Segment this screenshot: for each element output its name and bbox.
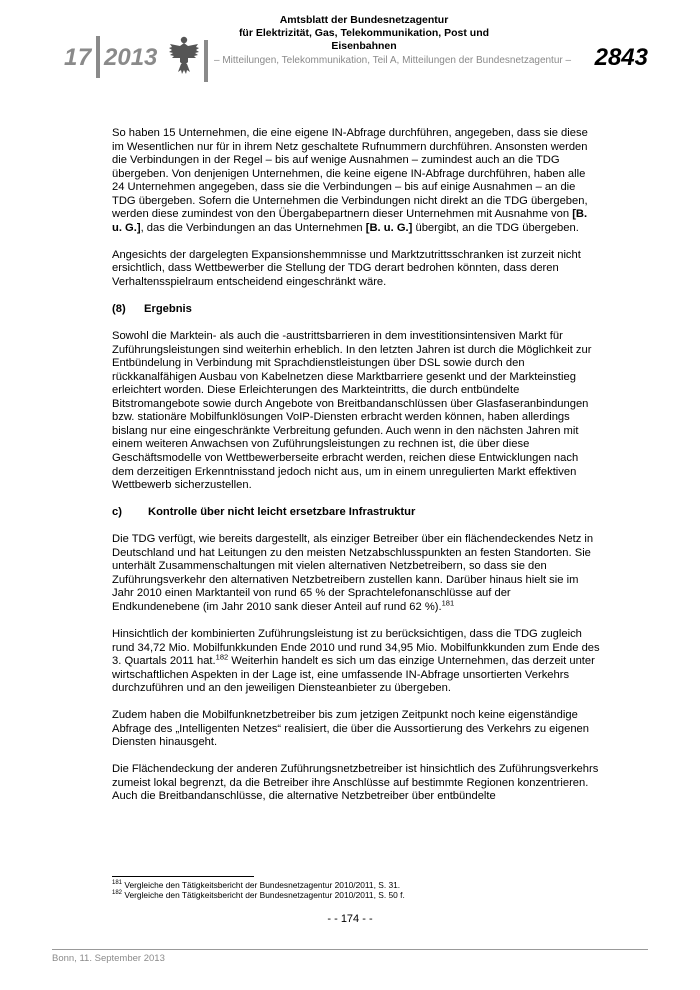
header-subtitle: – Mitteilungen, Telekommunikation, Teil A, Mitteilungen der Bundesnetzagentur – — [214, 55, 572, 66]
paragraph-text: Die TDG verfügt, wie bereits dargestellt, als einziger Betreiber über ein flächendeckendes Netz in Deutschland und hat Leitungen zu den meisten Netzabschlusspunkten an festen Standorten. Sie unterhält Zusammenschaltungen mit vielen alternativen Netzbetreibern, so dass sie den Zuführungsverkehr den alternativen Netzbetreibern zustellen kann. Darüber hinaus hielt sie im Jahr 2010 einen Marktanteil von rund 65 % der Sprachtelefonanschlüsse auf der Endkundenebene (im Jahr 2010 sank dieser Anteil auf rund 62 %). — [112, 533, 594, 613]
paragraph: Zudem haben die Mobilfunknetzbetreiber bis zum jetzigen Zeitpunkt noch keine eigenständige Abfrage des „Intelligenten Netzes“ realisiert, die über die Aussortierung des Verkehrs zu eigenen Diensten hinausgeht. — [112, 709, 589, 749]
paragraph — [112, 127, 600, 235]
footnote-number: 181 — [112, 880, 123, 887]
paragraph-text: So haben 15 Unternehmen, die eine eigene IN-Abfrage durchführen, angegeben, dass sie diese im Wesentlichen nur für in ihrem Netz geschaltete Rufnummern durchführen. Ansonsten werden die Verbindungen in der Regel – bis auf wenige Ausnahmen – zumindest auch an die TDG übergeben. Von denjenigen Unternehmen, die keine eigene IN-Abfrage durchführen, haben alle 24 Unternehmen angegeben, dass sie die Verbindungen – bis auf einige Ausnahmen – an die TDG übergeben. Sofern die Unternehmen die Verbindungen nicht direkt an die TDG übergeben, werden diese zumindest von den Übergabepartnern dieser Unternehmen mit Ausnahme von — [112, 127, 588, 221]
section-heading-ergebnis — [112, 303, 600, 317]
federal-eagle-icon — [168, 34, 200, 76]
footnote — [112, 890, 600, 900]
redaction-marker: [B. u. G.] — [112, 208, 588, 234]
footnote-number: 182 — [112, 890, 123, 897]
header-title-line1: Amtsblatt der Bundesnetzagentur — [279, 14, 449, 26]
redaction-marker: [B. u. G.] — [365, 221, 413, 234]
page-number: 2843 — [594, 44, 648, 71]
footnote — [112, 880, 600, 890]
issue-number: 17 — [64, 44, 92, 71]
footnote-reference[interactable]: 181 — [441, 598, 455, 608]
section-title: Kontrolle über nicht leicht ersetzbare Infrastruktur — [148, 506, 416, 519]
main-content — [112, 127, 600, 804]
paragraph — [112, 628, 600, 696]
paragraph: Die Flächendeckung der anderen Zuführungsnetzbetreiber ist hinsichtlich des Zuführungsverkehrs zumeist lokal begrenzt, da die Betreiber ihre Anschlüsse auf bestimmte Regionen konzentrieren. Auch die Breitbandanschlüsse, die alternative Netzbetreiber über entbündelte — [112, 763, 599, 803]
paragraph-text: übergibt, an die TDG übergeben. — [412, 221, 579, 234]
section-title: Ergebnis — [144, 303, 192, 316]
header-title-line2: für Elektrizität, Gas, Telekommunikation, Post und Eisenbahnen — [238, 27, 490, 52]
paragraph: Sowohl die Marktein- als auch die -austrittsbarrieren in dem investitionsintensiven Markt für Zuführungsleistungen sind weiterhin erheblich. In den letzten Jahren ist durch die Möglichkeit zur Entbündelung in Verbindung mit Sprachdienstleistungen über DSL sowie durch den rückkanalfähigen Ausbau von Kabelnetzen diese Marktbarriere gesenkt und der Markteinstieg erleichtert worden. Diese Erleichterungen des Markteintritts, die durch entbündelte Bitstromangebote sowie durch Angebote von Breitbandanschlüssen über Glasfaseranbindungen bzw. stationäre Mobilfunklösungen VoIP-Diensten erbracht werden können, haben allerdings bislang nur eine eingeschränkte Verbreitung gefunden. Auch wenn in den nächsten Jahren mit einem weiteren Anwachsen von Zuführungsleistungen zu rechnen ist, die über diese Geschäftsmodelle von Wettbewerberseite erbracht werden, reichen diese Entwicklungen nach dem derzeitigen Erkenntnisstand jedoch nicht aus, um in einem unregulierten Markt effektiven Wettbewerb sicherzustellen. — [112, 330, 592, 492]
footnotes — [112, 880, 600, 900]
footer-divider — [52, 949, 648, 950]
footnote-text: Vergleiche den Tätigkeitsbericht der Bundesnetzagentur 2010/2011, S. 31. — [122, 880, 401, 890]
paragraph-text: , das die Verbindungen an das Unternehmen — [140, 221, 366, 234]
footnote-text: Vergleiche den Tätigkeitsbericht der Bundesnetzagentur 2010/2011, S. 50 f. — [122, 890, 405, 900]
footnote-reference[interactable]: 182 — [215, 652, 229, 662]
section-number: c) — [112, 506, 122, 519]
header-bar — [204, 40, 208, 82]
issue-year: 2013 — [104, 44, 158, 71]
inner-page-number: - - 174 - - — [327, 913, 373, 925]
section-heading-kontrolle — [112, 506, 600, 520]
footer-place-date: Bonn, 11. September 2013 — [52, 953, 165, 964]
paragraph-text: Weiterhin handelt es sich um das einzige Unternehmen, das derzeit unter wirtschaftlichen Aspekten in der Lage ist, eine umfassende IN-Abfrage unsortierten Verkehrs durchzuführen und an den jeweiligen Diensteanbieter zu übergeben. — [112, 655, 595, 695]
paragraph — [112, 533, 600, 614]
footnote-divider — [112, 876, 254, 877]
paragraph-text: Hinsichtlich der kombinierten Zuführungsleistung ist zu berücksichtigen, dass die TDG zugleich rund 34,72 Mio. Mobilfunkkunden Ende 2010 und rund 34,95 Mio. Mobilfunkkunden zum Ende des 3. Quartals 2011 hat. — [112, 627, 600, 668]
paragraph: Angesichts der dargelegten Expansionshemmnisse und Marktzutrittsschranken ist zurzeit nicht ersichtlich, dass Wettbewerber die Stellung der TDG derart bedrohen könnten, dass deren Verhaltensspielraum entscheidend eingeschränkt wäre. — [112, 248, 581, 288]
header-title — [214, 14, 514, 53]
issue-separator — [96, 36, 100, 78]
section-number: (8) — [112, 303, 126, 316]
